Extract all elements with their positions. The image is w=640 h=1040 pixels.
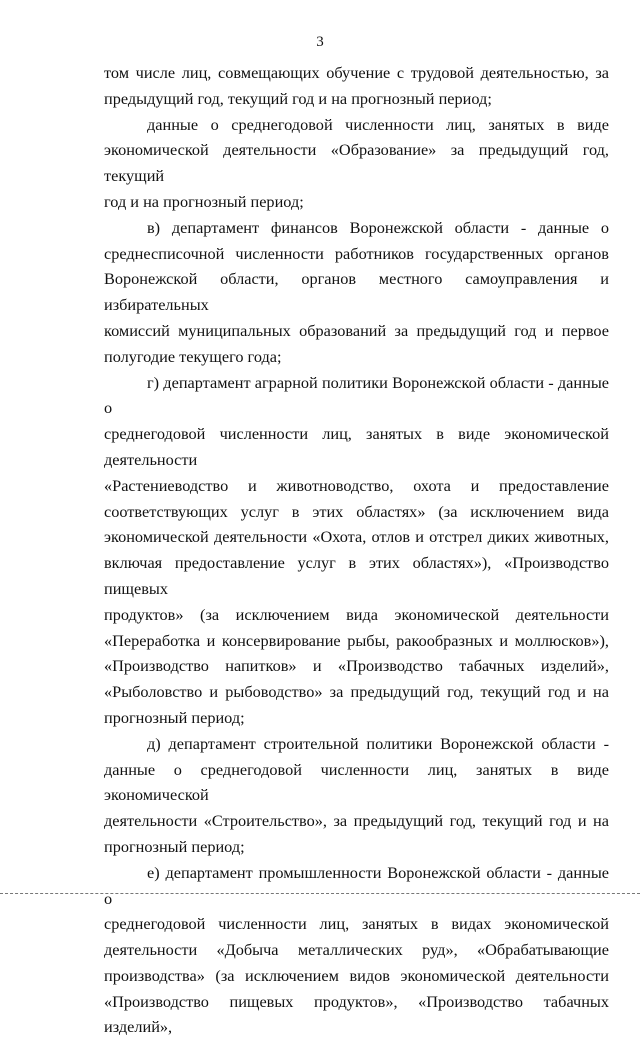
text-line: год и на прогнозный период;: [104, 191, 304, 211]
page-number: 3: [316, 34, 324, 50]
text-line: «Производство напитков» и «Производство табачных изделий»,: [104, 656, 609, 676]
text-line: деятельности «Строительство», за предыдущий год, текущий год и на: [104, 811, 609, 831]
text-line: Воронежской области, органов местного самоуправления и избирательных: [104, 269, 609, 315]
text-line: соответствующих услуг в этих областях» (за исключением вида: [104, 501, 609, 521]
text-line: полугодие текущего года;: [104, 346, 282, 366]
text-line: включая предоставление услуг в этих областях»), «Производство пищевых: [104, 553, 609, 598]
text-line: «Рыболовство и рыбоводство» за предыдущий год, текущий год и на: [104, 682, 609, 702]
text-line: прогнозный период;: [104, 707, 245, 727]
text-line: «Переработка и консервирование рыбы, ракообразных и моллюсков»),: [104, 630, 609, 650]
text-line: экономической деятельности «Образование» за предыдущий год, текущий: [104, 140, 609, 186]
text-line: г) департамент аграрной политики Воронежской области - данные о: [104, 372, 609, 418]
text-line: экономической деятельности «Охота, отлов и отстрел диких животных,: [104, 527, 609, 547]
text-line: производства» (за исключением видов экономической деятельности: [104, 965, 609, 985]
text-line: среднегодовой численности лиц, занятых в виде экономической деятельности: [104, 424, 609, 469]
text-line: прогнозный период;: [104, 836, 245, 856]
text-line: среднесписочной численности работников государственных органов: [104, 243, 609, 263]
text-line: в) департамент финансов Воронежской области - данные о: [147, 217, 609, 237]
text-line: предыдущий год, текущий год и на прогнозный период;: [104, 88, 492, 108]
text-line: е) департамент промышленности Воронежской области - данные о: [104, 862, 609, 908]
paragraph-item-v: [104, 215, 609, 370]
text-line: том числе лиц, совмещающих обучение с трудовой деятельностью, за: [104, 63, 609, 82]
text-line: продуктов» (за исключением вида экономической деятельности: [104, 604, 609, 624]
paragraph-item-g: [104, 370, 609, 731]
text-line: среднегодовой численности лиц, занятых в видах экономической: [104, 914, 609, 934]
paragraph-item-d: [104, 731, 609, 860]
text-line: деятельности «Добыча металлических руд», «Обрабатывающие: [104, 940, 609, 960]
paragraph-continuation: [104, 60, 609, 112]
paragraph-item-e: [104, 860, 609, 1040]
text-line: данные о среднегодовой численности лиц, занятых в виде: [147, 114, 609, 134]
text-line: «Производство пищевых продуктов», «Производство табачных изделий»,: [104, 991, 609, 1037]
page-bottom-rule: [0, 893, 640, 894]
text-line: комиссий муниципальных образований за предыдущий год и первое: [104, 320, 609, 340]
text-line: д) департамент строительной политики Воронежской области -: [147, 733, 609, 753]
text-line: «Растениеводство и животноводство, охота и предоставление: [104, 475, 609, 495]
text-line: данные о среднегодовой численности лиц, занятых в виде экономической: [104, 759, 609, 805]
paragraph-education-data: [104, 112, 609, 215]
